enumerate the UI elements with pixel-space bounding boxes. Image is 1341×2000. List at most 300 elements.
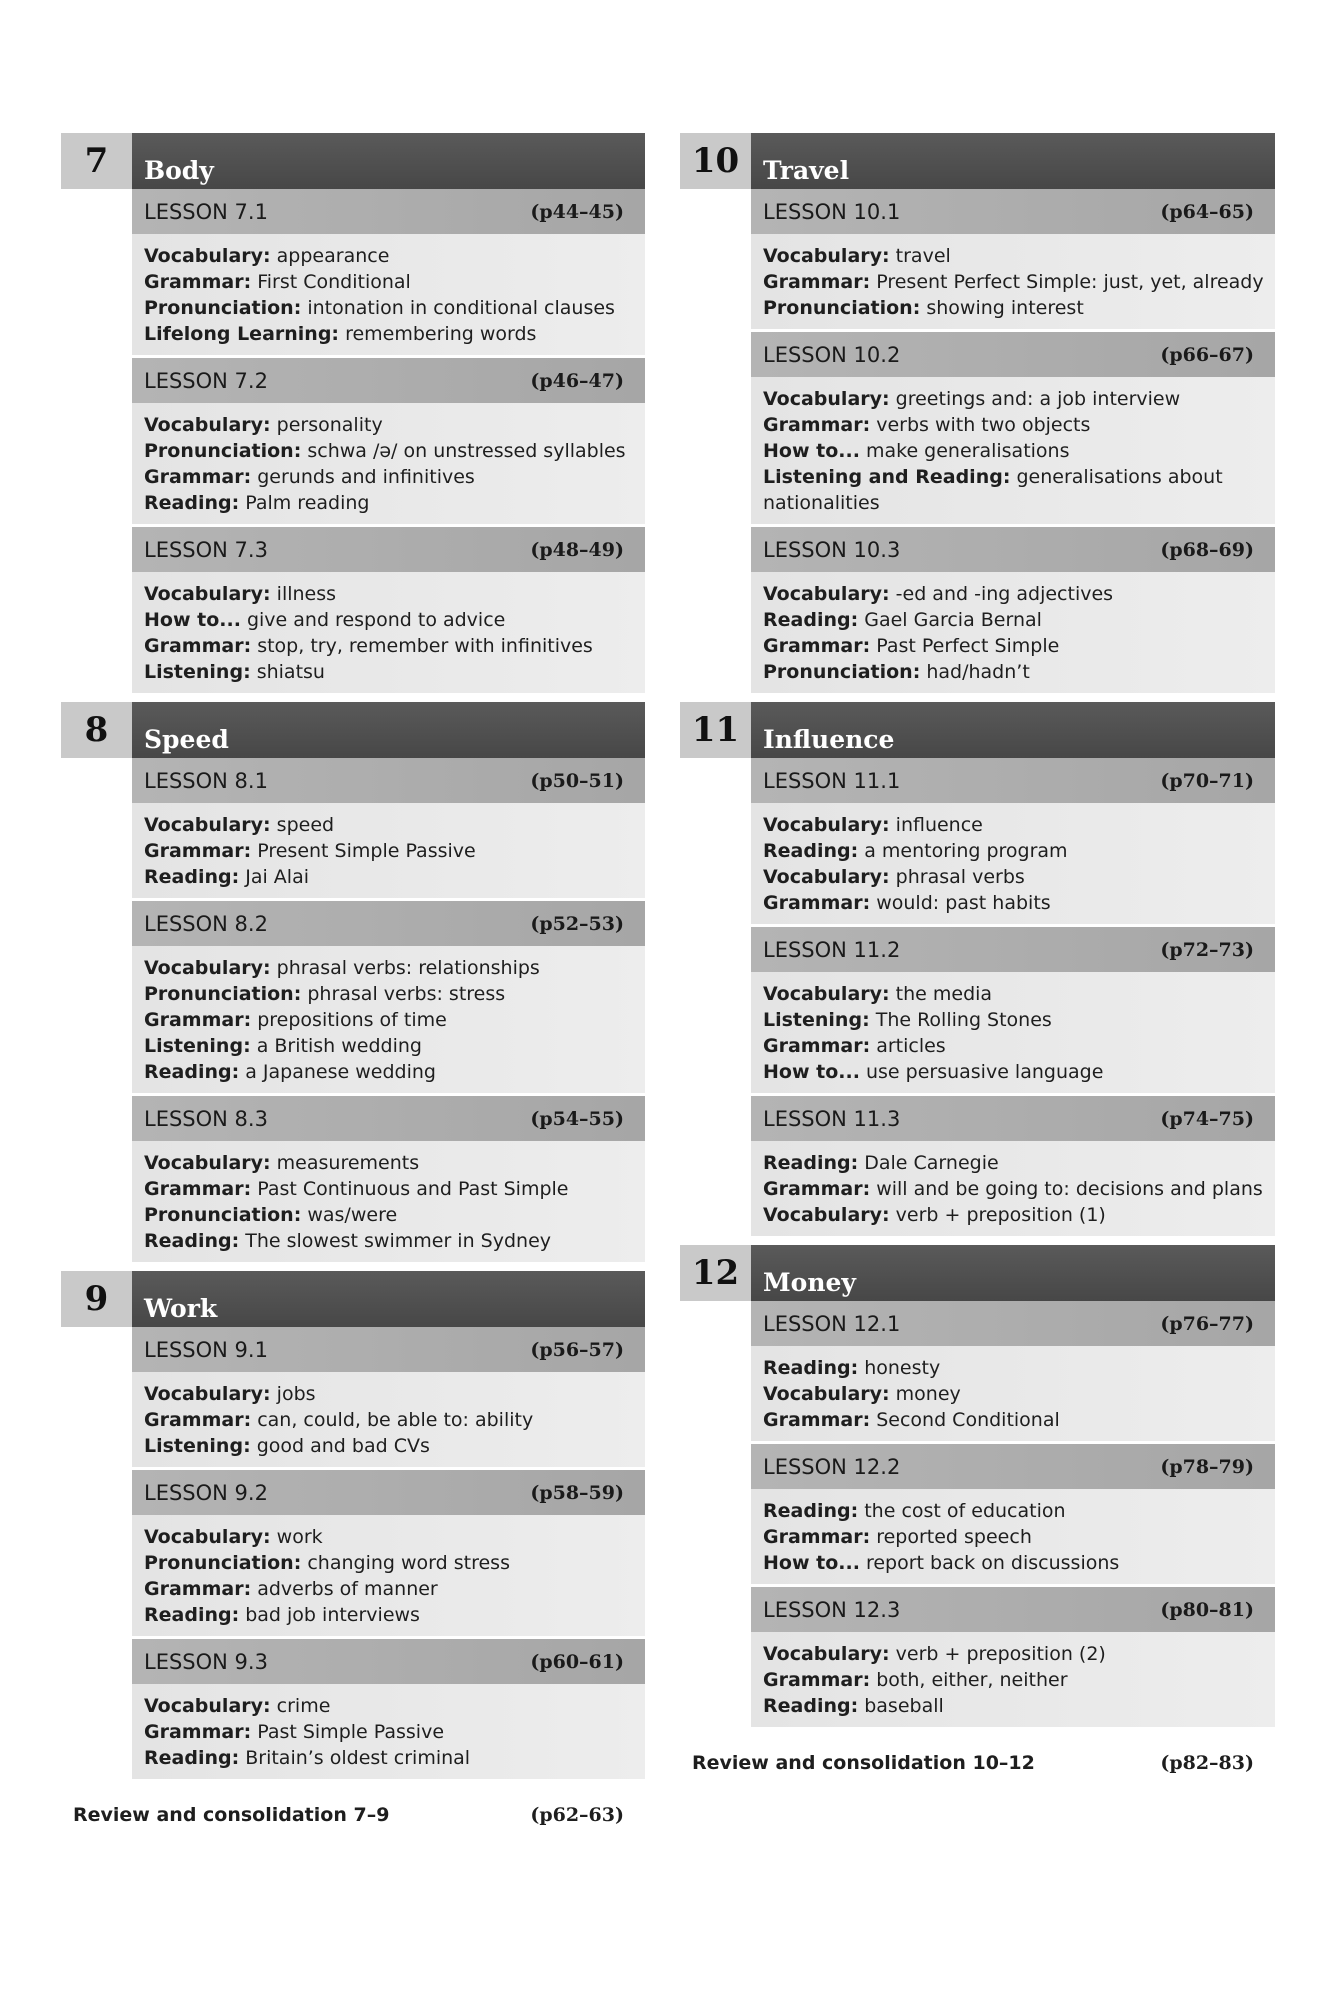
item-topic: intonation in conditional clauses bbox=[301, 297, 615, 319]
item-topic: The slowest swimmer in Sydney bbox=[239, 1230, 551, 1252]
lesson-block bbox=[132, 901, 645, 1093]
item-topic: was/were bbox=[301, 1204, 398, 1226]
lesson-pages: (p70–71) bbox=[1160, 769, 1254, 792]
lesson-label: LESSON 9.3 bbox=[144, 1649, 268, 1674]
lesson-item bbox=[763, 838, 1265, 864]
lesson-label: LESSON 9.2 bbox=[144, 1480, 268, 1505]
item-topic: The Rolling Stones bbox=[869, 1009, 1052, 1031]
item-category: Vocabulary: bbox=[144, 814, 271, 836]
lesson-content bbox=[751, 1632, 1275, 1727]
lesson-header bbox=[751, 1301, 1275, 1346]
item-category: Pronunciation: bbox=[144, 440, 302, 462]
item-topic: adverbs of manner bbox=[251, 1578, 438, 1600]
item-topic: work bbox=[270, 1526, 323, 1548]
unit-section bbox=[680, 133, 1275, 693]
item-category: How to... bbox=[144, 609, 241, 631]
lesson-item bbox=[763, 633, 1265, 659]
item-topic: remembering words bbox=[339, 323, 537, 345]
lesson-header bbox=[751, 1444, 1275, 1489]
lesson-item bbox=[763, 1176, 1265, 1202]
item-category: Vocabulary: bbox=[144, 1526, 271, 1548]
lesson-item bbox=[144, 438, 635, 464]
unit-header bbox=[61, 702, 645, 758]
lesson-header bbox=[132, 358, 645, 403]
item-topic: schwa /ə/ on unstressed syllables bbox=[301, 440, 626, 462]
lesson-content bbox=[132, 803, 645, 898]
item-category: Vocabulary: bbox=[144, 245, 271, 267]
lesson-list bbox=[132, 1327, 645, 1779]
lesson-item bbox=[144, 838, 635, 864]
item-topic: give and respond to advice bbox=[240, 609, 506, 631]
lesson-pages: (p74–75) bbox=[1160, 1107, 1254, 1130]
item-category: How to... bbox=[763, 440, 860, 462]
item-topic: can, could, be able to: ability bbox=[251, 1409, 534, 1431]
lesson-block bbox=[132, 1096, 645, 1262]
unit-section bbox=[61, 133, 645, 693]
lesson-block bbox=[132, 1470, 645, 1636]
lesson-item bbox=[763, 464, 1265, 516]
item-category: Vocabulary: bbox=[144, 414, 271, 436]
item-category: Vocabulary: bbox=[763, 388, 890, 410]
item-topic: Past Continuous and Past Simple bbox=[251, 1178, 569, 1200]
item-topic: Britain’s oldest criminal bbox=[239, 1747, 471, 1769]
item-category: Grammar: bbox=[144, 271, 252, 293]
lesson-content bbox=[751, 1141, 1275, 1236]
lesson-label: LESSON 12.1 bbox=[763, 1311, 901, 1336]
unit-title: Money bbox=[751, 1245, 1275, 1301]
lesson-pages: (p56–57) bbox=[530, 1338, 624, 1361]
item-category: Reading: bbox=[144, 866, 240, 888]
lesson-pages: (p78–79) bbox=[1160, 1455, 1254, 1478]
item-topic: had/hadn’t bbox=[920, 661, 1030, 683]
lesson-header bbox=[751, 758, 1275, 803]
unit-header bbox=[680, 1245, 1275, 1301]
lesson-block bbox=[751, 527, 1275, 693]
item-topic: the cost of education bbox=[858, 1500, 1066, 1522]
item-category: Pronunciation: bbox=[763, 661, 921, 683]
lesson-label: LESSON 9.1 bbox=[144, 1337, 268, 1362]
lesson-item bbox=[144, 243, 635, 269]
item-category: Vocabulary: bbox=[763, 983, 890, 1005]
item-category: Vocabulary: bbox=[763, 866, 890, 888]
lesson-item bbox=[144, 490, 635, 516]
unit-section bbox=[61, 1271, 645, 1779]
lesson-item bbox=[763, 890, 1265, 916]
lesson-item bbox=[144, 1228, 635, 1254]
item-topic: both, either, neither bbox=[870, 1669, 1068, 1691]
lesson-item bbox=[763, 269, 1265, 295]
item-topic: First Conditional bbox=[251, 271, 411, 293]
lesson-block bbox=[751, 1444, 1275, 1584]
lesson-pages: (p66–67) bbox=[1160, 343, 1254, 366]
lesson-item bbox=[763, 243, 1265, 269]
unit-section bbox=[680, 702, 1275, 1236]
item-category: Vocabulary: bbox=[763, 1204, 890, 1226]
lesson-header bbox=[132, 1470, 645, 1515]
lesson-item bbox=[763, 581, 1265, 607]
lesson-header bbox=[132, 1096, 645, 1141]
lesson-header bbox=[751, 927, 1275, 972]
lesson-item bbox=[763, 438, 1265, 464]
lesson-item bbox=[144, 1176, 635, 1202]
item-category: Reading: bbox=[144, 1230, 240, 1252]
lesson-item bbox=[144, 1407, 635, 1433]
lesson-label: LESSON 10.2 bbox=[763, 342, 901, 367]
lesson-item bbox=[763, 386, 1265, 412]
lesson-item bbox=[144, 1059, 635, 1085]
item-category: Grammar: bbox=[144, 1178, 252, 1200]
item-category: Vocabulary: bbox=[763, 1643, 890, 1665]
lesson-content bbox=[751, 1489, 1275, 1584]
lesson-item bbox=[144, 981, 635, 1007]
lesson-item bbox=[144, 1433, 635, 1459]
item-category: Listening: bbox=[144, 661, 251, 683]
lesson-pages: (p48–49) bbox=[530, 538, 624, 561]
item-category: Grammar: bbox=[763, 892, 871, 914]
lesson-list bbox=[132, 189, 645, 693]
item-topic: Jai Alai bbox=[239, 866, 309, 888]
lesson-block bbox=[132, 189, 645, 355]
unit-number: 11 bbox=[680, 702, 751, 758]
lesson-block bbox=[132, 1327, 645, 1467]
lesson-header bbox=[132, 527, 645, 572]
lesson-item bbox=[763, 607, 1265, 633]
item-topic: money bbox=[889, 1383, 961, 1405]
lesson-header bbox=[751, 527, 1275, 572]
item-topic: personality bbox=[270, 414, 383, 436]
unit-header bbox=[61, 133, 645, 189]
lesson-item bbox=[144, 1202, 635, 1228]
lesson-header bbox=[132, 758, 645, 803]
item-topic: shiatsu bbox=[250, 661, 325, 683]
lesson-label: LESSON 11.1 bbox=[763, 768, 901, 793]
item-category: Vocabulary: bbox=[144, 957, 271, 979]
lesson-item bbox=[144, 295, 635, 321]
lesson-item bbox=[763, 1407, 1265, 1433]
lesson-item bbox=[144, 633, 635, 659]
unit-header bbox=[680, 702, 1275, 758]
item-category: Grammar: bbox=[763, 1178, 871, 1200]
item-category: Listening: bbox=[144, 1035, 251, 1057]
item-category: Vocabulary: bbox=[144, 1152, 271, 1174]
lesson-label: LESSON 12.2 bbox=[763, 1454, 901, 1479]
item-topic: illness bbox=[270, 583, 337, 605]
lesson-item bbox=[763, 1524, 1265, 1550]
lesson-pages: (p72–73) bbox=[1160, 938, 1254, 961]
unit-header bbox=[61, 1271, 645, 1327]
lesson-block bbox=[132, 527, 645, 693]
item-category: Reading: bbox=[763, 1152, 859, 1174]
lesson-item bbox=[144, 1007, 635, 1033]
lesson-label: LESSON 12.3 bbox=[763, 1597, 901, 1622]
lesson-content bbox=[751, 377, 1275, 524]
lesson-pages: (p64–65) bbox=[1160, 200, 1254, 223]
item-topic: verb + preposition (1) bbox=[889, 1204, 1106, 1226]
item-topic: generalisations about nationalities bbox=[763, 466, 1223, 514]
lesson-label: LESSON 8.1 bbox=[144, 768, 268, 793]
lesson-content bbox=[751, 234, 1275, 329]
item-category: Reading: bbox=[763, 609, 859, 631]
lesson-item bbox=[763, 1667, 1265, 1693]
item-category: Grammar: bbox=[763, 1669, 871, 1691]
review-label: Review and consolidation 10–12 bbox=[692, 1752, 1035, 1774]
item-topic: baseball bbox=[858, 1695, 944, 1717]
review-line bbox=[680, 1736, 1275, 1774]
item-category: How to... bbox=[763, 1552, 860, 1574]
item-category: Grammar: bbox=[144, 1721, 252, 1743]
lesson-pages: (p50–51) bbox=[530, 769, 624, 792]
lesson-content bbox=[132, 1372, 645, 1467]
lesson-block bbox=[751, 332, 1275, 524]
lesson-block bbox=[132, 758, 645, 898]
lesson-item bbox=[763, 1498, 1265, 1524]
lesson-pages: (p60–61) bbox=[530, 1650, 624, 1673]
lesson-header bbox=[132, 189, 645, 234]
lesson-label: LESSON 7.2 bbox=[144, 368, 268, 393]
lesson-pages: (p54–55) bbox=[530, 1107, 624, 1130]
lesson-item bbox=[144, 1381, 635, 1407]
lesson-label: LESSON 7.3 bbox=[144, 537, 268, 562]
item-category: Listening: bbox=[763, 1009, 870, 1031]
item-category: Vocabulary: bbox=[144, 583, 271, 605]
item-topic: showing interest bbox=[920, 297, 1084, 319]
item-category: Grammar: bbox=[763, 414, 871, 436]
item-topic: report back on discussions bbox=[859, 1552, 1120, 1574]
lesson-item bbox=[144, 1576, 635, 1602]
item-category: How to... bbox=[763, 1061, 860, 1083]
lesson-pages: (p68–69) bbox=[1160, 538, 1254, 561]
lesson-item bbox=[144, 1602, 635, 1628]
item-topic: Past Simple Passive bbox=[251, 1721, 445, 1743]
lesson-item bbox=[144, 812, 635, 838]
lesson-content bbox=[751, 572, 1275, 693]
item-topic: prepositions of time bbox=[251, 1009, 447, 1031]
lesson-item bbox=[144, 464, 635, 490]
unit-title: Influence bbox=[751, 702, 1275, 758]
lesson-content bbox=[751, 1346, 1275, 1441]
item-category: Vocabulary: bbox=[144, 1383, 271, 1405]
lesson-item bbox=[144, 1550, 635, 1576]
item-category: Reading: bbox=[763, 840, 859, 862]
lesson-label: LESSON 10.3 bbox=[763, 537, 901, 562]
unit-number: 12 bbox=[680, 1245, 751, 1301]
lesson-block bbox=[751, 1301, 1275, 1441]
item-category: Grammar: bbox=[144, 1009, 252, 1031]
item-category: Grammar: bbox=[763, 271, 871, 293]
unit-number: 9 bbox=[61, 1271, 132, 1327]
lesson-item bbox=[763, 412, 1265, 438]
item-topic: Dale Carnegie bbox=[858, 1152, 999, 1174]
lesson-item bbox=[144, 1033, 635, 1059]
item-topic: the media bbox=[889, 983, 993, 1005]
lesson-item bbox=[144, 955, 635, 981]
lesson-pages: (p44–45) bbox=[530, 200, 624, 223]
item-category: Pronunciation: bbox=[763, 297, 921, 319]
lesson-list bbox=[751, 758, 1275, 1236]
unit-title: Speed bbox=[132, 702, 645, 758]
item-topic: verb + preposition (2) bbox=[889, 1643, 1106, 1665]
lesson-pages: (p80–81) bbox=[1160, 1598, 1254, 1621]
review-line bbox=[61, 1788, 645, 1826]
item-topic: changing word stress bbox=[301, 1552, 510, 1574]
lesson-header bbox=[751, 1587, 1275, 1632]
item-topic: speed bbox=[270, 814, 335, 836]
item-topic: reported speech bbox=[870, 1526, 1032, 1548]
lesson-content bbox=[132, 234, 645, 355]
lesson-item bbox=[144, 659, 635, 685]
item-topic: good and bad CVs bbox=[250, 1435, 430, 1457]
item-category: Lifelong Learning: bbox=[144, 323, 340, 345]
item-topic: Present Perfect Simple: just, yet, already bbox=[870, 271, 1264, 293]
item-topic: make generalisations bbox=[859, 440, 1070, 462]
lesson-header bbox=[751, 189, 1275, 234]
item-topic: honesty bbox=[858, 1357, 941, 1379]
item-topic: a Japanese wedding bbox=[239, 1061, 436, 1083]
lesson-list bbox=[132, 758, 645, 1262]
lesson-item bbox=[144, 1719, 635, 1745]
lesson-item bbox=[763, 1381, 1265, 1407]
unit-number: 10 bbox=[680, 133, 751, 189]
item-category: Vocabulary: bbox=[763, 1383, 890, 1405]
item-topic: Second Conditional bbox=[870, 1409, 1060, 1431]
lesson-content bbox=[751, 972, 1275, 1093]
item-topic: phrasal verbs: stress bbox=[301, 983, 506, 1005]
lesson-item bbox=[144, 321, 635, 347]
unit-header bbox=[680, 133, 1275, 189]
item-category: Reading: bbox=[144, 1061, 240, 1083]
item-category: Grammar: bbox=[144, 1409, 252, 1431]
lesson-item bbox=[144, 607, 635, 633]
item-category: Pronunciation: bbox=[144, 297, 302, 319]
item-category: Grammar: bbox=[144, 840, 252, 862]
unit-number: 8 bbox=[61, 702, 132, 758]
unit-section bbox=[680, 1245, 1275, 1727]
item-category: Pronunciation: bbox=[144, 983, 302, 1005]
item-topic: use persuasive language bbox=[859, 1061, 1104, 1083]
lesson-item bbox=[763, 981, 1265, 1007]
lesson-pages: (p58–59) bbox=[530, 1481, 624, 1504]
item-category: Pronunciation: bbox=[144, 1552, 302, 1574]
lesson-content bbox=[132, 1515, 645, 1636]
lesson-item bbox=[144, 1693, 635, 1719]
item-topic: phrasal verbs: relationships bbox=[270, 957, 540, 979]
item-category: Reading: bbox=[144, 1747, 240, 1769]
lesson-block bbox=[751, 1096, 1275, 1236]
lesson-item bbox=[763, 1059, 1265, 1085]
item-category: Grammar: bbox=[144, 466, 252, 488]
item-category: Reading: bbox=[144, 1604, 240, 1626]
review-label: Review and consolidation 7–9 bbox=[73, 1804, 390, 1826]
item-topic: a mentoring program bbox=[858, 840, 1068, 862]
item-topic: gerunds and infinitives bbox=[251, 466, 475, 488]
item-category: Grammar: bbox=[763, 1035, 871, 1057]
lesson-label: LESSON 11.2 bbox=[763, 937, 901, 962]
item-topic: Palm reading bbox=[239, 492, 370, 514]
item-topic: phrasal verbs bbox=[889, 866, 1025, 888]
unit-section bbox=[61, 702, 645, 1262]
lesson-header bbox=[132, 901, 645, 946]
item-category: Vocabulary: bbox=[144, 1695, 271, 1717]
lesson-item bbox=[763, 1641, 1265, 1667]
item-topic: verbs with two objects bbox=[870, 414, 1091, 436]
item-category: Reading: bbox=[144, 492, 240, 514]
item-category: Vocabulary: bbox=[763, 814, 890, 836]
lesson-content bbox=[132, 946, 645, 1093]
lesson-item bbox=[763, 1202, 1265, 1228]
item-topic: articles bbox=[870, 1035, 946, 1057]
item-topic: will and be going to: decisions and plans bbox=[870, 1178, 1263, 1200]
lesson-content bbox=[751, 803, 1275, 924]
lesson-label: LESSON 8.3 bbox=[144, 1106, 268, 1131]
item-category: Grammar: bbox=[763, 1409, 871, 1431]
lesson-pages: (p52–53) bbox=[530, 912, 624, 935]
lesson-block bbox=[751, 927, 1275, 1093]
lesson-item bbox=[144, 269, 635, 295]
lesson-block bbox=[751, 1587, 1275, 1727]
lesson-item bbox=[763, 1550, 1265, 1576]
lesson-header bbox=[751, 1096, 1275, 1141]
review-pages: (p62–63) bbox=[530, 1804, 624, 1826]
item-category: Vocabulary: bbox=[763, 245, 890, 267]
item-topic: would: past habits bbox=[870, 892, 1051, 914]
item-category: Vocabulary: bbox=[763, 583, 890, 605]
review-pages: (p82–83) bbox=[1160, 1752, 1254, 1774]
lesson-block bbox=[751, 189, 1275, 329]
item-topic: Gael Garcia Bernal bbox=[858, 609, 1042, 631]
item-topic: appearance bbox=[270, 245, 390, 267]
lesson-content bbox=[132, 1684, 645, 1779]
item-category: Reading: bbox=[763, 1695, 859, 1717]
item-category: Reading: bbox=[763, 1357, 859, 1379]
lesson-content bbox=[132, 572, 645, 693]
lesson-label: LESSON 11.3 bbox=[763, 1106, 901, 1131]
lesson-header bbox=[132, 1327, 645, 1372]
lesson-content bbox=[132, 403, 645, 524]
lesson-item bbox=[144, 864, 635, 890]
item-category: Reading: bbox=[763, 1500, 859, 1522]
lesson-pages: (p46–47) bbox=[530, 369, 624, 392]
item-topic: jobs bbox=[270, 1383, 316, 1405]
lesson-content bbox=[132, 1141, 645, 1262]
item-category: Grammar: bbox=[144, 635, 252, 657]
unit-title: Travel bbox=[751, 133, 1275, 189]
item-topic: -ed and -ing adjectives bbox=[889, 583, 1114, 605]
lesson-item bbox=[763, 659, 1265, 685]
lesson-label: LESSON 10.1 bbox=[763, 199, 901, 224]
lesson-label: LESSON 7.1 bbox=[144, 199, 268, 224]
item-topic: measurements bbox=[270, 1152, 420, 1174]
lesson-label: LESSON 8.2 bbox=[144, 911, 268, 936]
item-topic: Past Perfect Simple bbox=[870, 635, 1060, 657]
lesson-item bbox=[144, 1745, 635, 1771]
lesson-block bbox=[132, 358, 645, 524]
item-category: Grammar: bbox=[763, 1526, 871, 1548]
right-column bbox=[680, 133, 1275, 1774]
item-category: Grammar: bbox=[144, 1578, 252, 1600]
lesson-item bbox=[763, 1033, 1265, 1059]
unit-number: 7 bbox=[61, 133, 132, 189]
lesson-item bbox=[144, 1150, 635, 1176]
item-topic: a British wedding bbox=[250, 1035, 422, 1057]
item-topic: Present Simple Passive bbox=[251, 840, 476, 862]
item-topic: bad job interviews bbox=[239, 1604, 420, 1626]
left-column bbox=[61, 133, 645, 1826]
lesson-item bbox=[763, 1007, 1265, 1033]
lesson-block bbox=[132, 1639, 645, 1779]
item-topic: travel bbox=[889, 245, 951, 267]
lesson-item bbox=[144, 1524, 635, 1550]
lesson-item bbox=[763, 1150, 1265, 1176]
